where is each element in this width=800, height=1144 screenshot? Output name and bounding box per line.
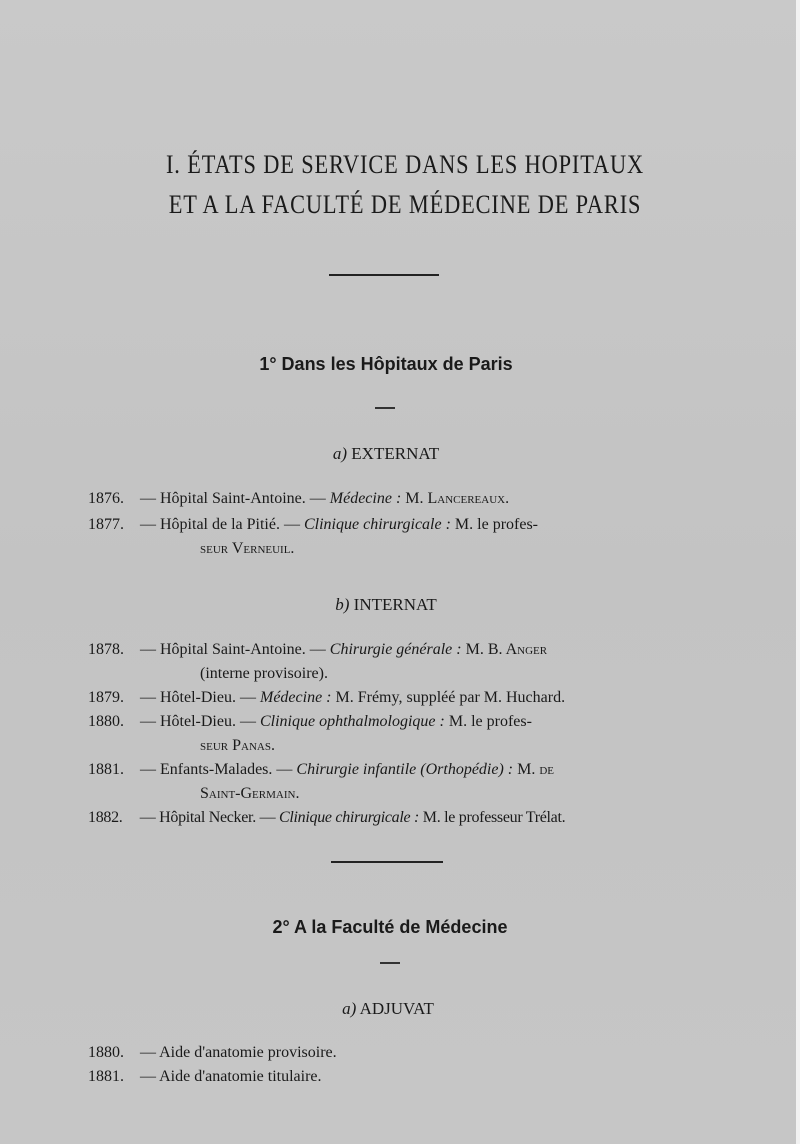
entry-name: M. de: [517, 761, 555, 778]
entry-1877-continuation: seur Verneuil.: [200, 540, 295, 557]
subsection-externat: [0, 444, 786, 464]
entry-name: M. le profes-: [454, 516, 539, 533]
entry-1876: 1876. — Hôpital Saint-Antoine. — Médecine : M. Lancereaux.: [88, 490, 510, 507]
entry-1881-internat: 1881. — Enfants-Malades. — Chirurgie infantile (Orthopédie) : M. de: [88, 761, 555, 778]
subsection-label: INTERNAT: [353, 595, 437, 614]
entry-place: Hôtel-Dieu. —: [160, 689, 256, 706]
entry-year: 1876.: [88, 490, 124, 507]
entry-year: 1879.: [88, 689, 124, 706]
section-dash: [380, 962, 400, 964]
subsection-letter: a): [332, 444, 348, 463]
entry-name: M. Frémy, suppléé par M. Huchard.: [335, 689, 566, 706]
entry-1881-continuation: Saint-Germain.: [200, 785, 300, 802]
entry-1879: 1879. — Hôtel-Dieu. — Médecine : M. Frémy, suppléé par M. Huchard.: [88, 689, 566, 706]
entry-text: Aide d'anatomie provisoire.: [159, 1044, 337, 1061]
entry-place: Hôpital Saint-Antoine. —: [160, 490, 326, 507]
entry-year: 1880.: [88, 1044, 124, 1061]
title-rule: [329, 274, 439, 276]
entry-year: 1878.: [88, 641, 124, 658]
section-dash: [375, 407, 395, 409]
section-rule: [331, 861, 443, 863]
entry-service: Chirurgie infantile (Orthopédie) :: [296, 761, 514, 778]
entry-1877: 1877. — Hôpital de la Pitié. — Clinique chirurgicale : M. le profes-: [88, 516, 539, 533]
entry-place: Hôpital Saint-Antoine. —: [160, 641, 326, 658]
entry-year: 1881.: [88, 761, 124, 778]
entry-service: Médecine :: [329, 490, 402, 507]
entry-year: 1880.: [88, 713, 124, 730]
entry-place: Hôpital Necker. —: [159, 809, 276, 826]
page-title-line-2: ET A LA FACULTÉ DE MÉDECINE DE PARIS: [168, 190, 642, 219]
section-heading-faculty: 2° A la Faculté de Médecine: [272, 917, 508, 937]
subsection-label: ADJUVAT: [359, 999, 434, 1018]
entry-year: 1882.: [88, 809, 123, 826]
entry-year: 1881.: [88, 1068, 124, 1085]
subsection-adjuvat: [0, 999, 788, 1019]
entry-service: Chirurgie générale :: [329, 641, 462, 658]
entry-place: Hôtel-Dieu. —: [160, 713, 256, 730]
entry-name: M. B. Anger: [465, 641, 548, 658]
entry-text: Aide d'anatomie titulaire.: [159, 1068, 322, 1085]
entry-name: M. le professeur Trélat.: [422, 809, 566, 826]
entry-1881-adjuvat: 1881. — Aide d'anatomie titulaire.: [88, 1068, 322, 1085]
subsection-letter: b): [335, 595, 350, 614]
entry-1880-adjuvat: 1880. — Aide d'anatomie provisoire.: [88, 1044, 337, 1061]
entry-service: Clinique ophthalmologique :: [259, 713, 445, 730]
subsection-letter: a): [342, 999, 357, 1018]
entry-name: M. Lancereaux.: [405, 490, 510, 507]
entry-1878: 1878. — Hôpital Saint-Antoine. — Chirurgie générale : M. B. Anger: [88, 641, 548, 658]
subsection-internat: [0, 595, 786, 615]
entry-1882: 1882. — Hôpital Necker. — Clinique chirurgicale : M. le professeur Trélat.: [88, 809, 566, 826]
entry-service: Médecine :: [259, 689, 332, 706]
page-edge: [796, 0, 800, 1144]
subsection-label: EXTERNAT: [351, 444, 440, 463]
entry-1880-internat: 1880. — Hôtel-Dieu. — Clinique ophthalmologique : M. le profes-: [88, 713, 532, 730]
entry-place: Enfants-Malades. —: [160, 761, 293, 778]
section-heading-hospitals: 1° Dans les Hôpitaux de Paris: [259, 354, 513, 374]
entry-1878-continuation: (interne provisoire).: [200, 665, 328, 682]
entry-service: Clinique chirurgicale :: [279, 809, 420, 826]
entry-service: Clinique chirurgicale :: [303, 516, 451, 533]
page-title-line-1: I. ÉTATS DE SERVICE DANS LES HOPITAUX: [166, 150, 644, 179]
entry-place: Hôpital de la Pitié. —: [160, 516, 300, 533]
entry-year: 1877.: [88, 516, 124, 533]
entry-1880-continuation: seur Panas.: [200, 737, 275, 754]
entry-name: M. le profes-: [448, 713, 532, 730]
